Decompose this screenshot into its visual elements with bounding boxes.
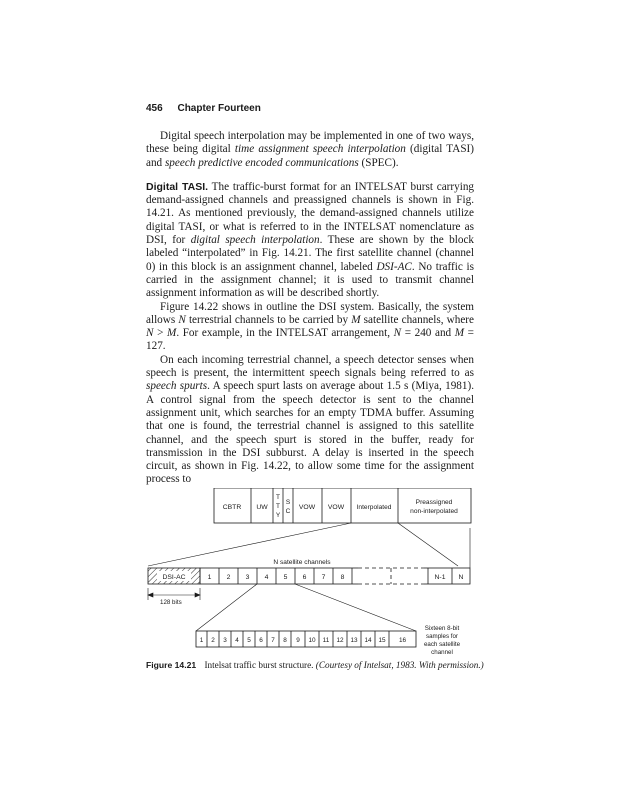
italic-run: speech predictive encoded communications: [164, 156, 359, 169]
caption-credit: (Courtesy of Intelsat, 1983. With permission.): [315, 660, 484, 670]
italic-run: time assignment speech interpolation: [234, 143, 406, 156]
bottom-cell-4: 4: [235, 637, 239, 644]
middle-cell-6: 6: [302, 574, 307, 581]
italic-run: N: [146, 327, 154, 340]
bottom-cell-1: 1: [199, 637, 204, 644]
bottom-cell-16: 16: [398, 637, 407, 644]
bottom-cell-3: 3: [223, 637, 227, 644]
middle-cell-4: 4: [264, 574, 269, 581]
middle-cell-7: 7: [321, 574, 326, 581]
italic-run: M: [166, 327, 177, 340]
paragraph-4: On each incoming terrestrial channel, a speech detector senses when speech is present, the intermittent speech signals being referred to as speech spurts. A speech spurt lasts on average about 1.5 s (Miya, 1981). A control signal from the speech detector is sent to the channel assignment unit, which searches for an empty TDMA buffer. Assuming that one is found, the terrestrial channel is assigned to this satellite channel, and the speech spurt is stored in the buffer, ready for transmission in the DSI subburst. A delay is inserted in the speech circuit, as shown in Fig. 14.22, to allow some time for the assignment process to: [146, 353, 474, 486]
paragraph-2-text: The traffic-burst format for an INTELSAT burst carrying demand-assigned channels and preassigned channels is shown in Fig. 14.21. As mentioned previously, the demand-assigned channels utilize digital TASI, or what is referred to in the INTELSAT nomenclature as DSI, for digital speech interpolation. These are shown by the block labeled “interpolated” in Fig. 14.21. The first satellite channel (channel 0) in this block is an assignment channel, labeled DSI-AC. No traffic is carried in the assignment channel; it is used to transmit channel assignment information as will be described shortly.: [146, 180, 475, 300]
samples-note-4: channel: [431, 649, 453, 656]
body-text: [146, 130, 474, 487]
preassigned-label-2: non-interpolated: [410, 508, 458, 515]
samples-note-3: each satellite: [423, 641, 461, 648]
caption-text: Intelsat traffic burst structure.: [204, 660, 314, 670]
vow2-label: VOW: [327, 504, 345, 511]
middle-cell-1: 1: [207, 574, 212, 581]
bottom-cell-7: 7: [271, 637, 275, 644]
middle-row-frame: [200, 568, 470, 584]
middle-cell-n-minus-1: N-1: [434, 574, 446, 581]
vow1-label: VOW: [298, 504, 316, 511]
tty-letter-1: T: [276, 494, 280, 501]
n-channels-label: N satellite channels: [273, 559, 331, 566]
figure-14-21: [146, 488, 476, 668]
cbtr-label: CBTR: [222, 504, 242, 511]
samples-note-2: samples for: [426, 633, 458, 640]
italic-run: N: [178, 313, 186, 326]
caption-label: Figure 14.21: [146, 660, 197, 670]
page-number: 456: [146, 103, 163, 114]
middle-cell-3: 3: [245, 574, 250, 581]
bottom-cell-5: 5: [247, 637, 251, 644]
paragraph-3: Figure 14.22 shows in outline the DSI system. Basically, the system allows N terrestrial channels to be carried by M satellite channels, where N > M. For example, in the INTELSAT arrangement, N = 240 and M = 127.: [146, 300, 474, 353]
bottom-cell-6: 6: [259, 637, 263, 644]
middle-cell-n: N: [458, 574, 464, 581]
middle-cell-8: 8: [340, 574, 345, 581]
section-heading: Digital TASI.: [146, 180, 209, 193]
preassigned-label-1: Preassigned: [415, 499, 453, 506]
italic-run: digital speech interpolation: [190, 234, 320, 247]
middle-cell-5: 5: [283, 574, 288, 581]
dsi-ac-label: DSI-AC: [162, 574, 186, 581]
figure-caption: [146, 660, 486, 670]
italic-run: DSI-AC: [376, 260, 412, 273]
burst-structure-diagram: [146, 488, 476, 668]
paragraph-2: [146, 181, 474, 301]
sc-letter-1: S: [285, 499, 291, 506]
middle-row: [200, 568, 470, 584]
italic-run: N: [393, 327, 402, 340]
bottom-cell-13: 13: [350, 637, 358, 644]
bottom-cell-14: 14: [364, 637, 372, 644]
tty-letter-2: T: [276, 503, 280, 510]
page-header: [146, 103, 261, 114]
bottom-cell-9: 9: [296, 637, 300, 644]
italic-run: M: [351, 313, 361, 326]
interpolated-label: Interpolated: [356, 504, 392, 511]
bottom-cell-11: 11: [322, 637, 330, 644]
bottom-cell-15: 15: [378, 637, 386, 644]
paragraph-1: Digital speech interpolation may be implemented in one of two ways, these being digital time assignment speech interpolation (digital TASI) and speech predictive encoded communications (SPEC).: [146, 130, 474, 169]
expansion-lines-bottom: [196, 584, 416, 631]
italic-run: M: [454, 327, 465, 340]
chapter-title: Chapter Fourteen: [177, 103, 261, 114]
bits-label: 128 bits: [160, 599, 182, 606]
sc-letter-2: C: [285, 508, 291, 515]
samples-note-1: Sixteen 8-bit: [424, 625, 460, 632]
bottom-cell-12: 12: [336, 637, 344, 644]
tty-letter-3: Y: [275, 512, 281, 519]
middle-cell-2: 2: [226, 574, 231, 581]
bottom-cell-2: 2: [211, 637, 215, 644]
italic-run: speech spurts: [146, 380, 208, 393]
uw-label: UW: [256, 504, 268, 511]
bottom-cell-8: 8: [283, 637, 287, 644]
bottom-cell-10: 10: [308, 637, 316, 644]
